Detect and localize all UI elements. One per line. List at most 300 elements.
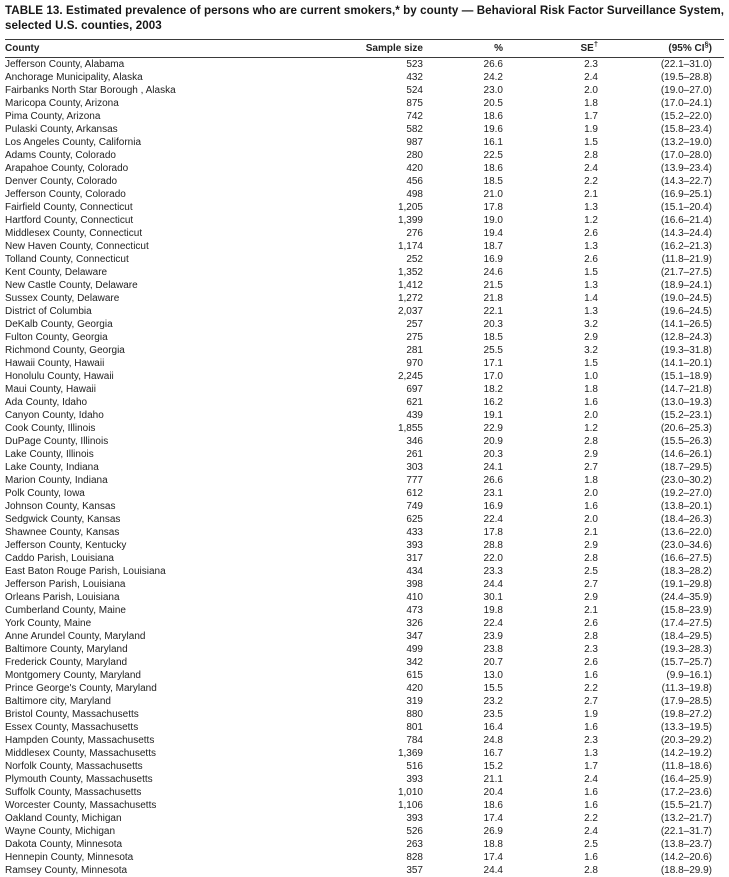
percent-cell: 17.8 bbox=[483, 526, 503, 538]
ci-cell: (19.1–29.8) bbox=[660, 578, 712, 590]
sample-size-cell: 524 bbox=[406, 84, 423, 96]
table-row bbox=[5, 734, 724, 747]
table-title: TABLE 13. Estimated prevalence of persons who are current smokers,* by county — Behavioral Risk Factor Surveillance System, selected U.S. counties, 2003 bbox=[5, 4, 724, 32]
ci-cell: (11.3–19.8) bbox=[661, 682, 712, 694]
table-row bbox=[5, 123, 724, 136]
table-row bbox=[5, 292, 724, 305]
percent-cell: 18.6 bbox=[483, 799, 503, 811]
percent-cell: 22.4 bbox=[483, 617, 503, 629]
table-row bbox=[5, 695, 724, 708]
ci-cell: (23.0–30.2) bbox=[660, 474, 712, 486]
table-row bbox=[5, 630, 724, 643]
table-row bbox=[5, 435, 724, 448]
se-cell: 1.2 bbox=[584, 214, 598, 226]
county-cell: Baltimore County, Maryland bbox=[5, 643, 128, 655]
percent-cell: 20.3 bbox=[483, 318, 503, 330]
ci-cell: (19.6–24.5) bbox=[660, 305, 712, 317]
se-cell: 2.8 bbox=[584, 435, 598, 447]
sample-size-cell: 393 bbox=[406, 812, 423, 824]
percent-cell: 19.1 bbox=[483, 409, 503, 421]
se-cell: 3.2 bbox=[584, 344, 598, 356]
percent-cell: 16.2 bbox=[483, 396, 503, 408]
ci-cell: (19.0–27.0) bbox=[660, 84, 712, 96]
percent-cell: 23.3 bbox=[483, 565, 503, 577]
se-cell: 2.9 bbox=[584, 539, 598, 551]
table-row bbox=[5, 409, 724, 422]
table-row bbox=[5, 539, 724, 552]
sample-size-cell: 880 bbox=[406, 708, 423, 720]
percent-cell: 16.7 bbox=[483, 747, 503, 759]
percent-cell: 22.5 bbox=[483, 149, 503, 161]
percent-cell: 26.6 bbox=[483, 474, 503, 486]
percent-cell: 24.1 bbox=[483, 461, 503, 473]
percent-cell: 22.1 bbox=[483, 305, 503, 317]
percent-cell: 16.9 bbox=[483, 253, 503, 265]
sample-size-cell: 342 bbox=[406, 656, 423, 668]
se-cell: 1.3 bbox=[584, 240, 598, 252]
sample-size-cell: 615 bbox=[406, 669, 423, 681]
table-row bbox=[5, 422, 724, 435]
table-row bbox=[5, 747, 724, 760]
se-cell: 2.1 bbox=[584, 188, 598, 200]
percent-cell: 24.2 bbox=[483, 71, 503, 83]
ci-cell: (13.9–23.4) bbox=[660, 162, 712, 174]
county-cell: DuPage County, Illinois bbox=[5, 435, 109, 447]
ci-cell: (15.2–23.1) bbox=[660, 409, 712, 421]
percent-cell: 28.8 bbox=[483, 539, 503, 551]
ci-cell: (20.3–29.2) bbox=[660, 734, 712, 746]
percent-cell: 23.0 bbox=[483, 84, 503, 96]
ci-cell: (17.0–24.1) bbox=[660, 97, 712, 109]
table-row bbox=[5, 396, 724, 409]
county-cell: Norfolk County, Massachusetts bbox=[5, 760, 143, 772]
se-cell: 2.5 bbox=[584, 838, 598, 850]
percent-cell: 18.7 bbox=[483, 240, 503, 252]
table-row bbox=[5, 175, 724, 188]
county-cell: Fulton County, Georgia bbox=[5, 331, 108, 343]
ci-cell: (14.7–21.8) bbox=[660, 383, 712, 395]
ci-cell: (14.6–26.1) bbox=[660, 448, 712, 460]
sample-size-cell: 516 bbox=[406, 760, 423, 772]
table-row bbox=[5, 305, 724, 318]
sample-size-cell: 777 bbox=[406, 474, 423, 486]
table-row bbox=[5, 721, 724, 734]
sample-size-cell: 1,412 bbox=[397, 279, 423, 291]
percent-cell: 23.5 bbox=[483, 708, 503, 720]
ci-cell: (16.9–25.1) bbox=[660, 188, 712, 200]
sample-size-cell: 439 bbox=[406, 409, 423, 421]
percent-cell: 13.0 bbox=[483, 669, 503, 681]
se-cell: 2.2 bbox=[584, 682, 598, 694]
se-cell: 2.0 bbox=[584, 487, 598, 499]
se-cell: 2.0 bbox=[584, 513, 598, 525]
se-cell: 1.0 bbox=[584, 370, 598, 382]
se-cell: 1.6 bbox=[584, 500, 598, 512]
sample-size-cell: 1,106 bbox=[397, 799, 423, 811]
table-row bbox=[5, 71, 724, 84]
sample-size-cell: 346 bbox=[406, 435, 423, 447]
ci-cell: (18.4–26.3) bbox=[660, 513, 712, 525]
se-cell: 2.3 bbox=[584, 643, 598, 655]
sample-size-cell: 499 bbox=[406, 643, 423, 655]
county-cell: Baltimore city, Maryland bbox=[5, 695, 111, 707]
table-row bbox=[5, 760, 724, 773]
table-row bbox=[5, 110, 724, 123]
percent-cell: 17.1 bbox=[483, 357, 503, 369]
county-cell: Suffolk County, Massachusetts bbox=[5, 786, 142, 798]
table-row bbox=[5, 656, 724, 669]
county-cell: Bristol County, Massachusetts bbox=[5, 708, 139, 720]
county-cell: Ramsey County, Minnesota bbox=[5, 864, 128, 876]
county-cell: Pulaski County, Arkansas bbox=[5, 123, 118, 135]
ci-cell: (14.2–20.6) bbox=[660, 851, 712, 863]
se-cell: 1.7 bbox=[584, 110, 598, 122]
county-cell: Hennepin County, Minnesota bbox=[5, 851, 134, 863]
percent-cell: 20.7 bbox=[483, 656, 503, 668]
sample-size-cell: 432 bbox=[406, 71, 423, 83]
county-cell: Richmond County, Georgia bbox=[5, 344, 125, 356]
sample-size-cell: 625 bbox=[406, 513, 423, 525]
prevalence-table bbox=[5, 39, 724, 877]
county-cell: Montgomery County, Maryland bbox=[5, 669, 141, 681]
column-header: County bbox=[5, 42, 40, 54]
table-row bbox=[5, 604, 724, 617]
sample-size-cell: 357 bbox=[406, 864, 423, 876]
sample-size-cell: 801 bbox=[406, 721, 423, 733]
table-row bbox=[5, 591, 724, 604]
percent-cell: 17.8 bbox=[483, 201, 503, 213]
percent-cell: 16.4 bbox=[483, 721, 503, 733]
ci-cell: (19.0–24.5) bbox=[660, 292, 712, 304]
county-cell: Middlesex County, Connecticut bbox=[5, 227, 143, 239]
sample-size-cell: 875 bbox=[406, 97, 423, 109]
percent-cell: 19.4 bbox=[483, 227, 503, 239]
sample-size-cell: 1,399 bbox=[397, 214, 423, 226]
sample-size-cell: 526 bbox=[406, 825, 423, 837]
sample-size-cell: 1,010 bbox=[397, 786, 423, 798]
ci-cell: (19.8–27.2) bbox=[660, 708, 712, 720]
sample-size-cell: 1,174 bbox=[397, 240, 423, 252]
sample-size-cell: 276 bbox=[406, 227, 423, 239]
ci-cell: (18.7–29.5) bbox=[660, 461, 712, 473]
se-cell: 2.6 bbox=[584, 617, 598, 629]
percent-cell: 19.6 bbox=[483, 123, 503, 135]
county-cell: Hampden County, Massachusetts bbox=[5, 734, 155, 746]
county-cell: Hawaii County, Hawaii bbox=[5, 357, 105, 369]
ci-cell: (19.3–31.8) bbox=[660, 344, 712, 356]
county-cell: Prince George's County, Maryland bbox=[5, 682, 157, 694]
table-row bbox=[5, 838, 724, 851]
table-row bbox=[5, 383, 724, 396]
ci-cell: (17.0–28.0) bbox=[660, 149, 712, 161]
county-cell: Maui County, Hawaii bbox=[5, 383, 96, 395]
se-cell: 1.6 bbox=[584, 799, 598, 811]
column-header: (95% CI§) bbox=[668, 39, 712, 54]
se-cell: 1.6 bbox=[584, 721, 598, 733]
sample-size-cell: 280 bbox=[406, 149, 423, 161]
table-row bbox=[5, 474, 724, 487]
percent-cell: 23.8 bbox=[483, 643, 503, 655]
sample-size-cell: 261 bbox=[406, 448, 423, 460]
table-row bbox=[5, 318, 724, 331]
sample-size-cell: 1,352 bbox=[397, 266, 423, 278]
table-row bbox=[5, 162, 724, 175]
county-cell: Jefferson County, Colorado bbox=[5, 188, 126, 200]
ci-cell: (15.1–18.9) bbox=[660, 370, 712, 382]
ci-cell: (13.8–20.1) bbox=[660, 500, 712, 512]
table-row bbox=[5, 526, 724, 539]
sample-size-cell: 433 bbox=[406, 526, 423, 538]
ci-cell: (22.1–31.7) bbox=[660, 825, 712, 837]
county-cell: Los Angeles County, California bbox=[5, 136, 142, 148]
county-cell: Cook County, Illinois bbox=[5, 422, 96, 434]
sample-size-cell: 749 bbox=[406, 500, 423, 512]
county-cell: Maricopa County, Arizona bbox=[5, 97, 119, 109]
table-row bbox=[5, 136, 724, 149]
table-body bbox=[5, 57, 724, 877]
county-cell: Polk County, Iowa bbox=[5, 487, 85, 499]
se-cell: 2.8 bbox=[584, 864, 598, 876]
percent-cell: 23.1 bbox=[483, 487, 503, 499]
ci-cell: (14.1–20.1) bbox=[660, 357, 712, 369]
se-cell: 1.2 bbox=[584, 422, 598, 434]
percent-cell: 19.8 bbox=[483, 604, 503, 616]
ci-cell: (13.0–19.3) bbox=[660, 396, 712, 408]
percent-cell: 23.9 bbox=[483, 630, 503, 642]
county-cell: Jefferson County, Kentucky bbox=[5, 539, 127, 551]
county-cell: Honolulu County, Hawaii bbox=[5, 370, 114, 382]
ci-cell: (15.2–22.0) bbox=[660, 110, 712, 122]
se-cell: 2.9 bbox=[584, 591, 598, 603]
percent-cell: 18.6 bbox=[483, 162, 503, 174]
se-cell: 2.9 bbox=[584, 331, 598, 343]
table-row bbox=[5, 786, 724, 799]
ci-cell: (18.8–29.9) bbox=[660, 864, 712, 876]
county-cell: Caddo Parish, Louisiana bbox=[5, 552, 114, 564]
se-cell: 2.0 bbox=[584, 409, 598, 421]
county-cell: Denver County, Colorado bbox=[5, 175, 118, 187]
se-cell: 2.3 bbox=[584, 58, 598, 70]
sample-size-cell: 420 bbox=[406, 162, 423, 174]
county-cell: Anne Arundel County, Maryland bbox=[5, 630, 146, 642]
sample-size-cell: 523 bbox=[406, 58, 423, 70]
se-cell: 1.3 bbox=[584, 747, 598, 759]
percent-cell: 21.1 bbox=[483, 773, 503, 785]
county-cell: New Castle County, Delaware bbox=[5, 279, 138, 291]
table-row bbox=[5, 357, 724, 370]
percent-cell: 19.0 bbox=[483, 214, 503, 226]
table-row bbox=[5, 773, 724, 786]
se-cell: 1.8 bbox=[584, 97, 598, 109]
county-cell: East Baton Rouge Parish, Louisiana bbox=[5, 565, 166, 577]
county-cell: Shawnee County, Kansas bbox=[5, 526, 120, 538]
county-cell: Pima County, Arizona bbox=[5, 110, 101, 122]
percent-cell: 18.2 bbox=[483, 383, 503, 395]
sample-size-cell: 1,855 bbox=[397, 422, 423, 434]
ci-cell: (19.5–28.8) bbox=[660, 71, 712, 83]
table-row bbox=[5, 643, 724, 656]
table-row bbox=[5, 214, 724, 227]
ci-cell: (15.7–25.7) bbox=[660, 656, 712, 668]
column-header: Sample size bbox=[365, 42, 423, 54]
percent-cell: 16.9 bbox=[483, 500, 503, 512]
sample-size-cell: 456 bbox=[406, 175, 423, 187]
se-cell: 1.6 bbox=[584, 786, 598, 798]
county-cell: Adams County, Colorado bbox=[5, 149, 116, 161]
ci-cell: (22.1–31.0) bbox=[660, 58, 712, 70]
se-cell: 2.5 bbox=[584, 565, 598, 577]
se-cell: 2.0 bbox=[584, 84, 598, 96]
percent-cell: 18.8 bbox=[483, 838, 503, 850]
county-cell: Essex County, Massachusetts bbox=[5, 721, 139, 733]
county-cell: Johnson County, Kansas bbox=[5, 500, 116, 512]
county-cell: Wayne County, Michigan bbox=[5, 825, 116, 837]
county-cell: Frederick County, Maryland bbox=[5, 656, 128, 668]
ci-cell: (12.8–24.3) bbox=[660, 331, 712, 343]
percent-cell: 23.2 bbox=[483, 695, 503, 707]
footnote-marker: § bbox=[704, 39, 709, 49]
ci-cell: (14.3–22.7) bbox=[660, 175, 712, 187]
sample-size-cell: 697 bbox=[406, 383, 423, 395]
sample-size-cell: 263 bbox=[406, 838, 423, 850]
county-cell: Dakota County, Minnesota bbox=[5, 838, 123, 850]
percent-cell: 20.4 bbox=[483, 786, 503, 798]
ci-cell: (9.9–16.1) bbox=[666, 669, 712, 681]
percent-cell: 17.4 bbox=[483, 812, 503, 824]
county-cell: Middlesex County, Massachusetts bbox=[5, 747, 156, 759]
table-row bbox=[5, 851, 724, 864]
table-header bbox=[5, 39, 724, 57]
table-row bbox=[5, 201, 724, 214]
se-cell: 1.4 bbox=[584, 292, 598, 304]
se-cell: 1.5 bbox=[584, 357, 598, 369]
ci-cell: (19.2–27.0) bbox=[660, 487, 712, 499]
table-row bbox=[5, 240, 724, 253]
sample-size-cell: 1,369 bbox=[397, 747, 423, 759]
ci-cell: (17.2–23.6) bbox=[660, 786, 712, 798]
se-cell: 2.4 bbox=[584, 71, 598, 83]
se-cell: 1.3 bbox=[584, 279, 598, 291]
se-cell: 2.6 bbox=[584, 253, 598, 265]
sample-size-cell: 621 bbox=[406, 396, 423, 408]
county-cell: Jefferson Parish, Louisiana bbox=[5, 578, 126, 590]
sample-size-cell: 281 bbox=[406, 344, 423, 356]
sample-size-cell: 319 bbox=[406, 695, 423, 707]
sample-size-cell: 742 bbox=[406, 110, 423, 122]
ci-cell: (17.9–28.5) bbox=[660, 695, 712, 707]
se-cell: 1.3 bbox=[584, 201, 598, 213]
percent-cell: 30.1 bbox=[483, 591, 503, 603]
table-row bbox=[5, 97, 724, 110]
header-row bbox=[5, 39, 724, 57]
se-cell: 1.6 bbox=[584, 396, 598, 408]
ci-cell: (17.4–27.5) bbox=[660, 617, 712, 629]
ci-cell: (16.6–27.5) bbox=[660, 552, 712, 564]
table-row bbox=[5, 708, 724, 721]
sample-size-cell: 326 bbox=[406, 617, 423, 629]
county-cell: Jefferson County, Alabama bbox=[5, 58, 125, 70]
se-cell: 2.6 bbox=[584, 227, 598, 239]
ci-cell: (18.3–28.2) bbox=[660, 565, 712, 577]
ci-cell: (13.6–22.0) bbox=[660, 526, 712, 538]
percent-cell: 18.5 bbox=[483, 331, 503, 343]
se-cell: 1.9 bbox=[584, 123, 598, 135]
sample-size-cell: 410 bbox=[406, 591, 423, 603]
sample-size-cell: 398 bbox=[406, 578, 423, 590]
ci-cell: (16.4–25.9) bbox=[660, 773, 712, 785]
county-cell: Anchorage Municipality, Alaska bbox=[5, 71, 143, 83]
county-cell: York County, Maine bbox=[5, 617, 92, 629]
county-cell: Fairfield County, Connecticut bbox=[5, 201, 133, 213]
se-cell: 2.3 bbox=[584, 734, 598, 746]
percent-cell: 22.0 bbox=[483, 552, 503, 564]
ci-cell: (18.9–24.1) bbox=[660, 279, 712, 291]
se-cell: 2.6 bbox=[584, 656, 598, 668]
county-cell: Lake County, Indiana bbox=[5, 461, 99, 473]
percent-cell: 20.3 bbox=[483, 448, 503, 460]
percent-cell: 21.0 bbox=[483, 188, 503, 200]
percent-cell: 17.4 bbox=[483, 851, 503, 863]
table-row bbox=[5, 799, 724, 812]
ci-cell: (15.5–26.3) bbox=[660, 435, 712, 447]
sample-size-cell: 252 bbox=[406, 253, 423, 265]
percent-cell: 15.2 bbox=[483, 760, 503, 772]
table-row bbox=[5, 812, 724, 825]
se-cell: 2.1 bbox=[584, 604, 598, 616]
se-cell: 2.2 bbox=[584, 812, 598, 824]
table-row bbox=[5, 84, 724, 97]
sample-size-cell: 498 bbox=[406, 188, 423, 200]
county-cell: Orleans Parish, Louisiana bbox=[5, 591, 120, 603]
se-cell: 2.8 bbox=[584, 149, 598, 161]
ci-cell: (14.2–19.2) bbox=[660, 747, 712, 759]
county-cell: Arapahoe County, Colorado bbox=[5, 162, 129, 174]
sample-size-cell: 347 bbox=[406, 630, 423, 642]
county-cell: Kent County, Delaware bbox=[5, 266, 108, 278]
se-cell: 1.8 bbox=[584, 383, 598, 395]
table-row bbox=[5, 825, 724, 838]
percent-cell: 20.9 bbox=[483, 435, 503, 447]
table-row bbox=[5, 266, 724, 279]
percent-cell: 24.6 bbox=[483, 266, 503, 278]
sample-size-cell: 828 bbox=[406, 851, 423, 863]
se-cell: 2.8 bbox=[584, 630, 598, 642]
se-cell: 1.8 bbox=[584, 474, 598, 486]
ci-cell: (16.6–21.4) bbox=[660, 214, 712, 226]
county-cell: Oakland County, Michigan bbox=[5, 812, 122, 824]
table-row bbox=[5, 227, 724, 240]
ci-cell: (23.0–34.6) bbox=[660, 539, 712, 551]
se-cell: 1.9 bbox=[584, 708, 598, 720]
percent-cell: 18.6 bbox=[483, 110, 503, 122]
footnote-marker: † bbox=[593, 39, 598, 49]
table-row bbox=[5, 57, 724, 71]
sample-size-cell: 1,272 bbox=[397, 292, 423, 304]
ci-cell: (24.4–35.9) bbox=[660, 591, 712, 603]
table-row bbox=[5, 370, 724, 383]
percent-cell: 26.6 bbox=[483, 58, 503, 70]
percent-cell: 17.0 bbox=[483, 370, 503, 382]
percent-cell: 22.4 bbox=[483, 513, 503, 525]
sample-size-cell: 257 bbox=[406, 318, 423, 330]
se-cell: 2.4 bbox=[584, 825, 598, 837]
county-cell: Canyon County, Idaho bbox=[5, 409, 104, 421]
sample-size-cell: 612 bbox=[406, 487, 423, 499]
county-cell: Sussex County, Delaware bbox=[5, 292, 120, 304]
table-row bbox=[5, 487, 724, 500]
ci-cell: (15.1–20.4) bbox=[660, 201, 712, 213]
county-cell: Hartford County, Connecticut bbox=[5, 214, 134, 226]
